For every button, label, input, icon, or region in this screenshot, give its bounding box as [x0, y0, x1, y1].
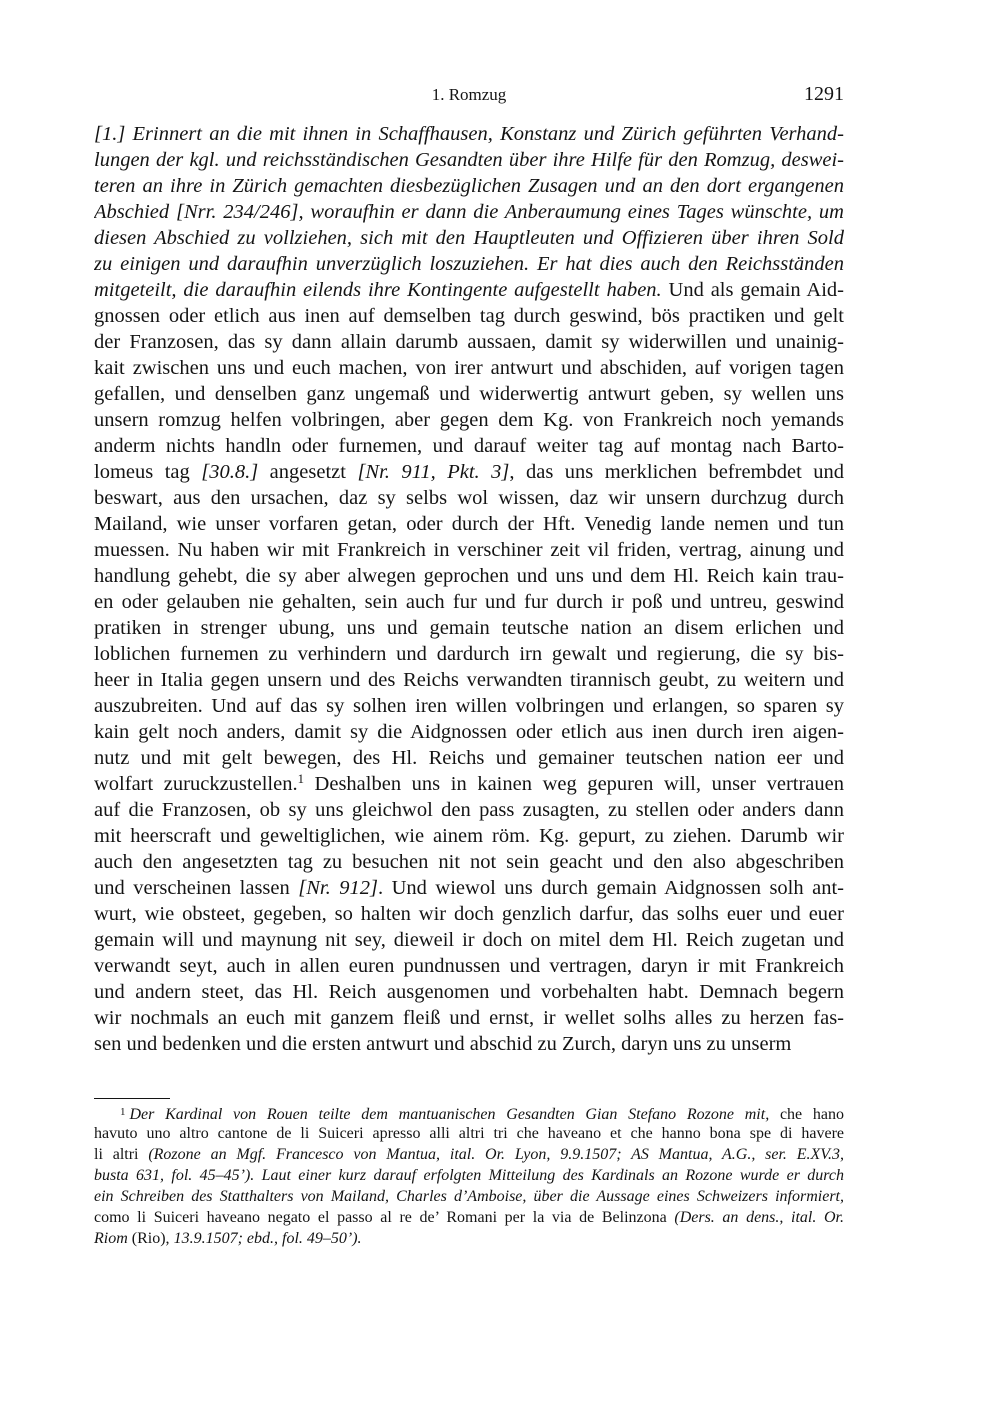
text-line [94, 719, 844, 745]
text-run: wurt, wie obsteet, gegeben, so halten wir doch genzlich darfur, das solhs euer und euer [94, 903, 844, 925]
text-line [94, 667, 844, 693]
text-line [94, 979, 844, 1005]
text-run: wir nochmals an euch mit ganzem fleiß und ernst, ir wellet solhs alles zu herzen fas- [94, 1007, 844, 1029]
text-line [94, 277, 844, 303]
text-line [94, 537, 844, 563]
text-line [94, 823, 844, 849]
text-run: auf die Franzosen, ob sy uns gleichwol den pass zusagten, zu stellen oder anders dann [94, 799, 844, 821]
text-run: gefallen, und denselben ganz ungemaß und widerwertig antwurt geben, sy wellen uns [94, 383, 844, 405]
italic-text-run: teren an ihre in Zürich gemachten diesbezüglichen Zusagen und an den dort ergangenen [94, 175, 844, 197]
text-run: wolfart zuruckzustellen. [94, 773, 298, 795]
text-line [94, 1144, 844, 1165]
text-run: beswart, aus den ursachen, daz sy selbs wol wissen, daz wir unsern durchzug durch [94, 487, 844, 509]
text-run: unsern romzug helfen volbringen, aber gegen dem Kg. von Frankreich noch yemands [94, 409, 844, 431]
text-line [94, 1005, 844, 1031]
text-run: der Franzosen, das sy dann allain darumb aussaen, damit sy widerwillen und unainig- [94, 331, 844, 353]
italic-text-run: mitgeteilt, die daraufhin eilends ihre Kontingente aufgestellt haben. [94, 279, 662, 301]
text-line [94, 199, 844, 225]
text-line [94, 225, 844, 251]
italic-text-run: [Nr. 911, Pkt. 3] [357, 461, 510, 483]
text-line [94, 1228, 844, 1249]
italic-text-run: ein Schreiben des Statthalters von Mailand, Charles d’Amboise, über die Aussage eines Schweizers informiert, [94, 1188, 844, 1205]
footnote-reference[interactable]: 1 [297, 772, 304, 787]
italic-text-run: [1.] Erinnert an die mit ihnen in Schaffhausen, Konstanz und Zürich geführten Verhand- [94, 123, 844, 145]
text-run: como li Suiceri haveano negato el passo al re de’ Romani per la via de Belinzona [94, 1209, 675, 1226]
text-run: auch den angesetzten tag zu besuchen nit not sein geacht und den also abgeschriben [94, 851, 844, 873]
text-line [94, 797, 844, 823]
text-run: sen und bedenken und die ersten antwurt und abschid zu Zurch, daryn uns zu unserm [94, 1033, 792, 1055]
italic-text-run: [Nr. 912] [298, 877, 378, 899]
text-line [94, 381, 844, 407]
text-line [94, 745, 844, 771]
footnote-rule [94, 1098, 170, 1099]
italic-text-run: [30.8.] [201, 461, 259, 483]
text-run: Mailand, wie unser vorfaren getan, oder durch der Hft. Venedig lande nemen und tun [94, 513, 844, 535]
text-line [94, 173, 844, 199]
italic-text-run: Abschied [Nrr. 234/246], woraufhin er dann die Anberaumung eines Tages wünschte, um [94, 201, 844, 223]
text-run: muessen. Nu haben wir mit Frankreich in verschiner zeit vil friden, vertrag, ainung und [94, 539, 844, 561]
text-run: mit heerscraft und geweltiglichen, wie ainem röm. Kg. gepurt, zu ziehen. Darumb wir [94, 825, 844, 847]
text-run: kait zwischen uns und euch machen, von irer antwurt und abschiden, auf vorigen tagen [94, 357, 844, 379]
text-line [94, 355, 844, 381]
text-run: lomeus tag [94, 461, 202, 483]
text-run: , das uns merklichen befrembdet und [509, 461, 844, 483]
page-number: 1291 [804, 83, 844, 105]
text-line [94, 121, 844, 147]
text-line [94, 563, 844, 589]
italic-text-run: Riom [94, 1230, 128, 1247]
text-run: che hano [769, 1106, 844, 1123]
text-line [94, 875, 844, 901]
italic-text-run: 13.9.1507; ebd., fol. 49–50’). [173, 1230, 362, 1247]
text-line [94, 511, 844, 537]
text-run: havuto uno altro cantone de li Suiceri apresso alli altri tri che haveano et che hanno bona spe di havere [94, 1125, 844, 1142]
italic-text-run: lungen der kgl. und reichsständischen Gesandten über ihre Hilfe für den Romzug, deswei- [94, 149, 844, 171]
italic-text-run: Der Kardinal von Rouen teilte dem mantuanischen Gesandten Gian Stefano Rozone mit, [129, 1106, 770, 1123]
text-line [94, 459, 844, 485]
text-line [94, 1165, 844, 1186]
text-run: li altri [94, 1146, 149, 1163]
text-run: gemain will und maynung nit sey, dieweil ir doch on mitel dem Hl. Reich zugetan und [94, 929, 844, 951]
text-line [94, 1207, 844, 1228]
text-line [94, 693, 844, 719]
italic-text-run: (Ders. an dens., ital. Or. [674, 1209, 844, 1226]
text-run: anderm nichts handln oder furnemen, und darauf weiter tag auf montag nach Barto- [94, 435, 844, 457]
text-run: (Rio), [127, 1230, 174, 1247]
main-text [94, 121, 844, 1057]
text-run: nutz und mit gelt bewegen, des Hl. Reichs und gemainer teutschen nation eer und [94, 747, 844, 769]
text-line [94, 615, 844, 641]
text-line [94, 1186, 844, 1207]
text-line [94, 251, 844, 277]
text-run: auszubreiten. Und auf das sy solhen iren willen volbringen und erlangen, so sparen sy [94, 695, 844, 717]
text-run: verwandt seyt, auch in allen euren pundnussen und vertragen, daryn ir mit Frankreich [94, 955, 844, 977]
text-line [94, 771, 844, 797]
italic-text-run: (Rozone an Mgf. Francesco von Mantua, ital. Or. Lyon, 9.9.1507; AS Mantua, A.G., ser. E.XV.3, [148, 1146, 844, 1163]
running-header [94, 83, 844, 107]
text-run: gnossen oder etlich aus inen auf demselben tag durch geswind, bös practiken und gelt [94, 305, 844, 327]
text-line [94, 147, 844, 173]
text-line [94, 433, 844, 459]
section-title: 1. Romzug [431, 85, 507, 104]
text-run: pratiken in strenger ubung, uns und gemain teutsche nation an disem erlichen und [94, 617, 844, 639]
text-line [94, 407, 844, 433]
italic-text-run: busta 631, fol. 45–45’). Laut einer kurz darauf erfolgten Mitteilung des Kardinals an Rozone wurde er durch [94, 1167, 844, 1184]
italic-text-run: diesen Abschied zu vollziehen, sich mit den Hauptleuten und Offizieren über ihren Sold [94, 227, 844, 249]
text-line [94, 303, 844, 329]
text-run: loblichen furnemen zu verhindern und dardurch irn gewalt und regierung, die sy bis- [94, 643, 844, 665]
italic-text-run: zu einigen und daraufhin unverzüglich loszuziehen. Er hat dies auch den Reichsständen [94, 253, 844, 275]
text-run: angesetzt [258, 461, 358, 483]
text-line [94, 589, 844, 615]
text-line [94, 1102, 844, 1123]
text-line [94, 329, 844, 355]
text-run: Und als gemain Aid- [661, 279, 844, 301]
text-line [94, 927, 844, 953]
text-run: en oder gelauben nie gehalten, sein auch fur und fur durch ir poß und untreu, geswind [94, 591, 844, 613]
text-line [94, 1123, 844, 1144]
text-run: . Und wiewol uns durch gemain Aidgnossen solh ant- [377, 877, 844, 899]
footnote [94, 1102, 844, 1249]
text-run: und verscheinen lassen [94, 877, 299, 899]
footnote-marker: 1 [120, 1106, 126, 1118]
text-run: Deshalben uns in kainen weg gepuren will, unser vertrauen [303, 773, 844, 795]
text-line [94, 849, 844, 875]
text-run: und andern steet, das Hl. Reich ausgenomen und vorbehalten habt. Demnach begern [94, 981, 844, 1003]
text-run: kain gelt noch anders, damit sy die Aidgnossen oder etlich aus inen durch iren aigen- [94, 721, 844, 743]
text-line [94, 901, 844, 927]
text-line [94, 641, 844, 667]
text-run: handlung gehebt, die sy aber alwegen geprochen und uns und dem Hl. Reich kain trau- [94, 565, 844, 587]
text-line [94, 485, 844, 511]
text-line [94, 953, 844, 979]
text-run: heer in Italia gegen unsern und des Reichs verwandten tirannisch geubt, zu weitern und [94, 669, 844, 691]
text-line [94, 1031, 844, 1057]
